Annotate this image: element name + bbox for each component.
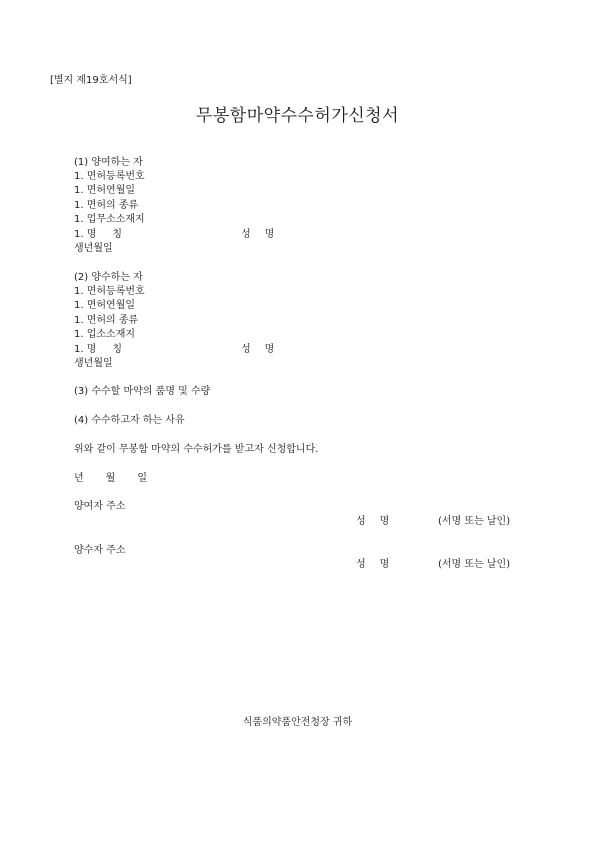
giver-signature-label: 성 명 <box>356 516 390 527</box>
receiver-address-label: 양수자 주소 <box>74 545 126 556</box>
field-signature-label: 성 명 <box>241 229 275 240</box>
field-license-date: 1. 면허연월일 <box>74 300 136 311</box>
receiver-signature-label: 성 명 <box>356 559 390 570</box>
field-birth-date: 생년월일 <box>74 243 113 254</box>
field-license-number: 1. 면허등록번호 <box>74 286 145 297</box>
field-business-address: 1. 업무소소재지 <box>74 214 145 225</box>
field-business-address: 1. 업소소재지 <box>74 329 136 340</box>
page-title: 무봉함마약수수허가신청서 <box>195 106 400 126</box>
form-number: [별지 제19호서식] <box>50 75 132 86</box>
field-reason: (4) 수수하고자 하는 사유 <box>74 415 185 426</box>
section-heading: (1) 양여하는 자 <box>74 157 143 168</box>
field-license-type: 1. 면허의 종류 <box>74 200 139 211</box>
addressee: 식품의약품안전청장 귀하 <box>242 717 353 728</box>
giver-address-label: 양여자 주소 <box>74 501 126 512</box>
field-name-label: 1. 명 칭 <box>74 344 123 355</box>
field-birth-date: 생년월일 <box>74 358 113 369</box>
section-heading: (2) 양수하는 자 <box>74 272 143 283</box>
receiver-signature-note: (서명 또는 날인) <box>438 559 511 570</box>
statement-text: 위와 같이 무봉함 마약의 수수허가를 받고자 신청합니다. <box>74 444 319 455</box>
field-signature-label: 성 명 <box>241 344 275 355</box>
date-line: 년 월 일 <box>74 473 148 484</box>
field-name-label: 1. 명 칭 <box>74 229 123 240</box>
field-license-type: 1. 면허의 종류 <box>74 315 139 326</box>
giver-signature-note: (서명 또는 날인) <box>438 516 511 527</box>
field-license-number: 1. 면허등록번호 <box>74 171 145 182</box>
field-license-date: 1. 면허연월일 <box>74 185 136 196</box>
field-drug-items: (3) 수수할 마약의 품명 및 수량 <box>74 386 211 397</box>
